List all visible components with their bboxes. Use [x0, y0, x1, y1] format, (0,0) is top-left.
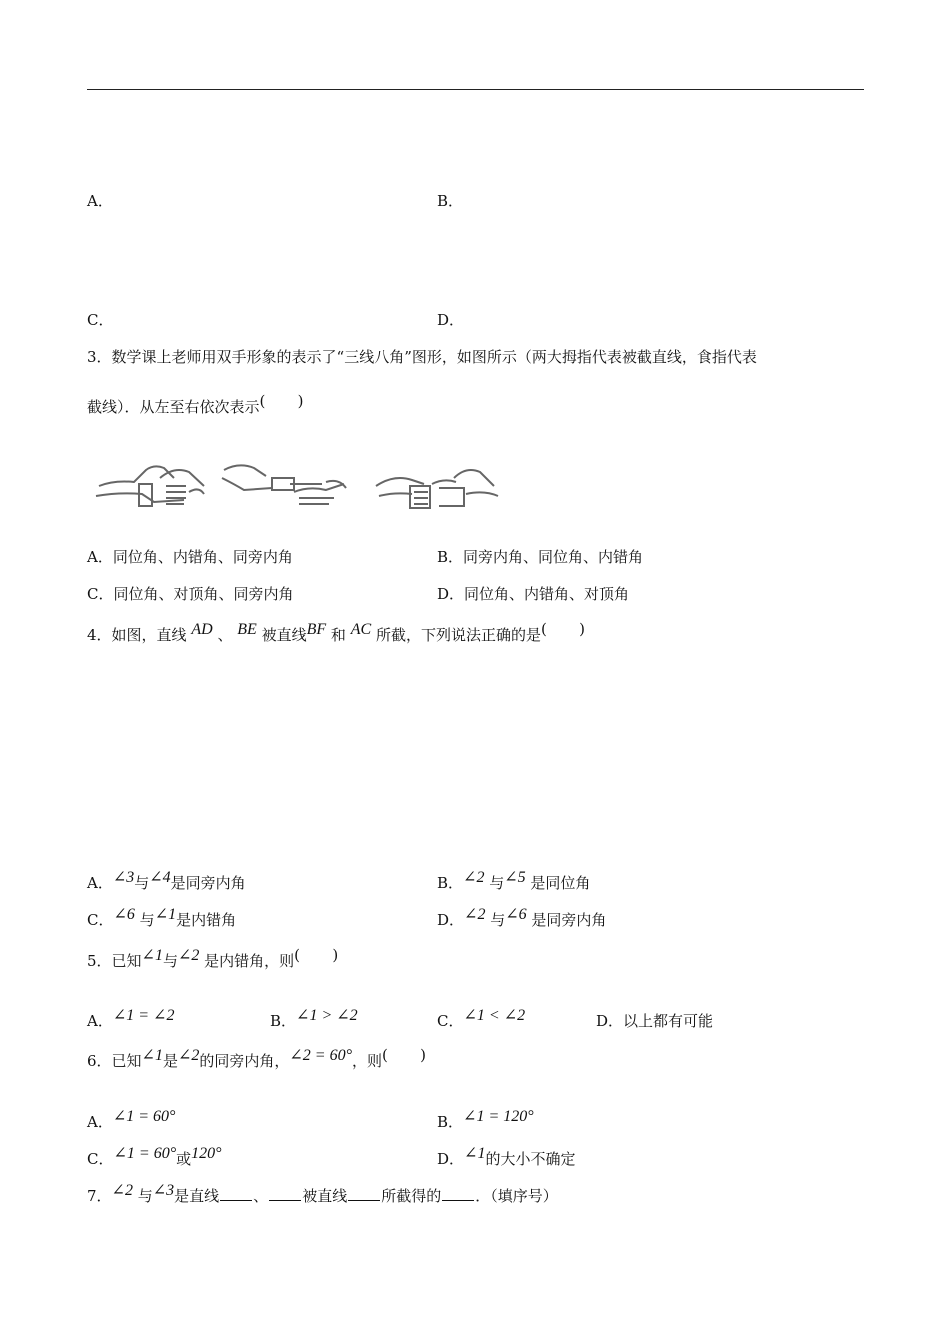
- q6-option-d[interactable]: D．∠1的大小不确定: [437, 1145, 576, 1168]
- q4-mid-text: 被直线: [261, 626, 307, 644]
- angle-1: ∠1: [141, 947, 163, 964]
- line-ad: AD: [191, 621, 213, 638]
- q6-option-a[interactable]: A．∠1 = 60°: [87, 1108, 176, 1131]
- q3-option-d[interactable]: D．同位角、内错角、对顶角: [437, 585, 630, 603]
- q4-separator: 、: [217, 626, 233, 644]
- q7-stem: 7．∠2 与∠3是直线 、 被直线 所截得的 ．（填序号）: [87, 1182, 558, 1205]
- answer-blank-2[interactable]: [269, 1186, 301, 1201]
- q5-option-b[interactable]: B．∠1 > ∠2: [270, 1007, 358, 1030]
- given-condition: ∠2 = 60°: [289, 1047, 352, 1064]
- hand-gesture-3: [376, 470, 498, 508]
- q3-stem-line1: 3．数学课上老师用双手形象的表示了“三线八角”图形，如图所示（两大拇指代表被截直线，食指代表: [87, 348, 757, 366]
- hand-gesture-2: [222, 465, 346, 504]
- angle-2: ∠2: [463, 869, 485, 886]
- angle-1: ∠1: [154, 906, 177, 923]
- angle-2: ∠2: [464, 906, 486, 923]
- q5-option-d[interactable]: D．以上都有可能: [596, 1012, 714, 1030]
- q4-stem: [87, 620, 585, 646]
- q3-stem-text: 截线）．从左至右依次表示: [87, 398, 260, 416]
- q4-prefix: 4．如图，直线: [87, 626, 187, 644]
- q4-option-c[interactable]: C．∠6 与∠1是内错角: [87, 906, 237, 929]
- answer-parentheses: ( ): [294, 946, 339, 964]
- q3-option-a[interactable]: A．同位角、内错角、同旁内角: [87, 548, 293, 566]
- q4-option-b[interactable]: B．∠2 与∠5 是同位角: [437, 869, 591, 892]
- angle-6: ∠6: [505, 906, 527, 923]
- q3-stem-line2: [87, 392, 304, 417]
- q6-stem: 6．已知∠1是∠2的同旁内角，∠2 = 60°，则( ): [87, 1046, 427, 1070]
- q3-option-c[interactable]: C．同位角、对顶角、同旁内角: [87, 585, 294, 603]
- line-ac: AC: [350, 621, 372, 638]
- q2-option-c[interactable]: C．: [87, 311, 114, 329]
- q3-option-b[interactable]: B．同旁内角、同位角、内错角: [437, 548, 644, 566]
- angle-5: ∠5: [504, 869, 526, 886]
- q6-option-c[interactable]: C．∠1 = 60°或120°: [87, 1145, 222, 1168]
- answer-blank-4[interactable]: [442, 1186, 474, 1201]
- angle-3: ∠3: [112, 869, 135, 886]
- answer-blank-1[interactable]: [220, 1186, 252, 1201]
- q2-option-d[interactable]: D．: [437, 311, 465, 329]
- q4-and: 和: [330, 626, 346, 644]
- line-be: BE: [237, 621, 257, 638]
- hand-gesture-1: [96, 466, 204, 506]
- q5-option-a[interactable]: A．∠1 = ∠2: [87, 1007, 175, 1030]
- angle-2: ∠2: [177, 1047, 200, 1064]
- angle-3: ∠3: [152, 1182, 175, 1199]
- angle-4: ∠4: [149, 869, 171, 886]
- answer-blank-3[interactable]: [348, 1186, 380, 1201]
- answer-parentheses: ( ): [540, 620, 585, 638]
- q4-suffix: 所截，下列说法正确的是: [375, 626, 541, 644]
- answer-parentheses: ( ): [259, 392, 304, 410]
- q6-option-b[interactable]: B．∠1 = 120°: [437, 1108, 534, 1131]
- angle-6: ∠6: [113, 906, 135, 923]
- answer-parentheses: ( ): [382, 1046, 427, 1064]
- angle-1: ∠1: [141, 1047, 163, 1064]
- q2-option-a[interactable]: A．: [87, 192, 113, 210]
- header-rule: [87, 89, 864, 90]
- hand-gesture-figure: [94, 456, 504, 516]
- q4-option-a[interactable]: A．∠3与∠4是同旁内角: [87, 869, 246, 892]
- q5-stem: 5．已知∠1与∠2 是内错角，则( ): [87, 946, 339, 970]
- q5-option-c[interactable]: C．∠1 < ∠2: [437, 1007, 526, 1030]
- q2-option-b[interactable]: B．: [437, 192, 464, 210]
- angle-2: ∠2: [177, 947, 200, 964]
- line-bf: BF: [306, 621, 327, 638]
- q4-option-d[interactable]: D．∠2 与∠6 是同旁内角: [437, 906, 607, 929]
- angle-2: ∠2: [111, 1182, 133, 1199]
